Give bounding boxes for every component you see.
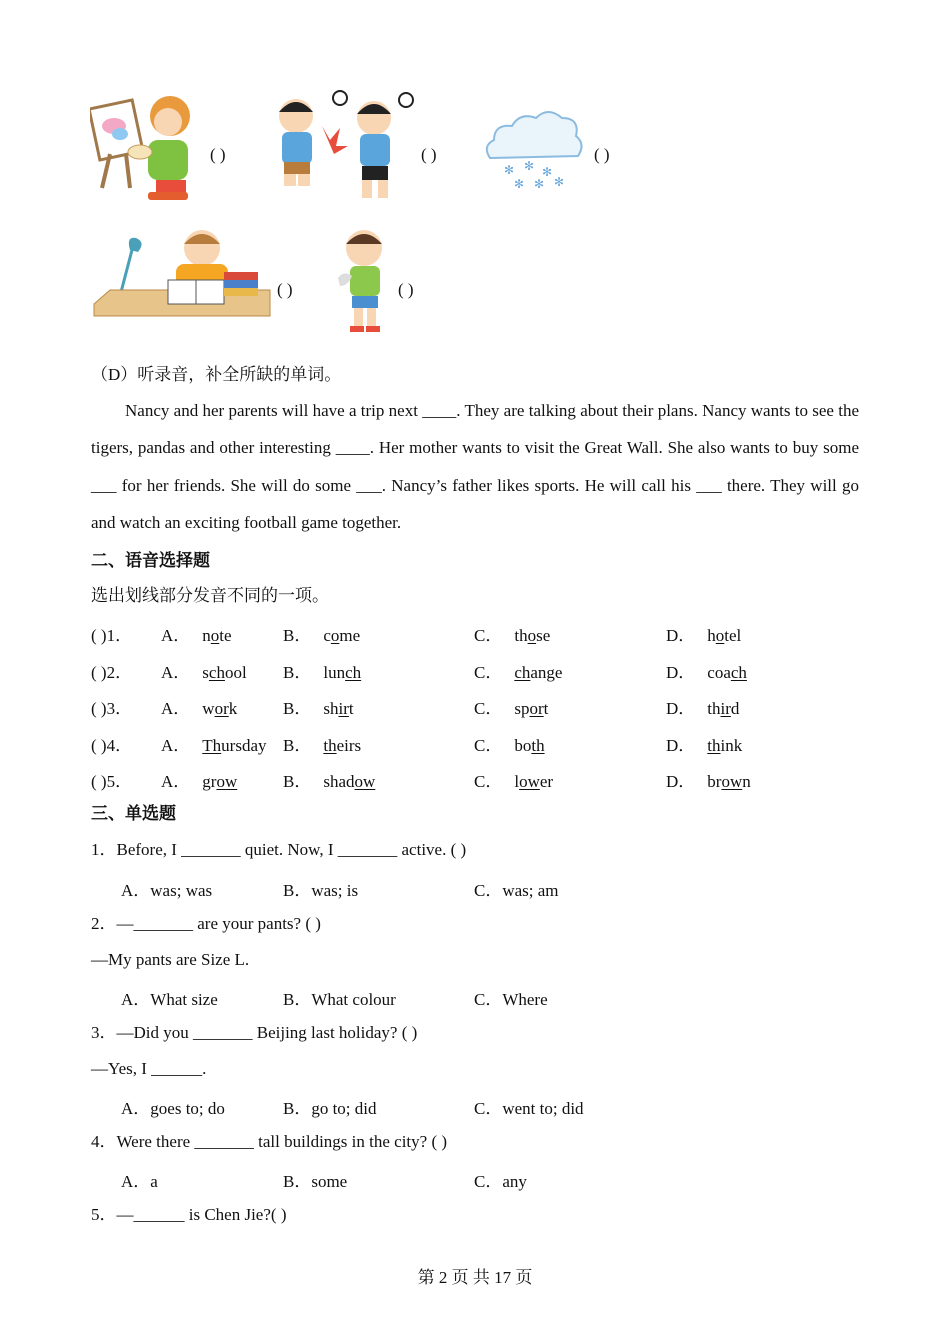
word-part: n: [742, 772, 751, 792]
svg-text:✻: ✻: [514, 177, 525, 191]
svg-text:✻: ✻: [504, 163, 515, 177]
answer-paren-2[interactable]: ( ): [421, 145, 437, 164]
word-part: t: [348, 699, 354, 719]
answer-paren-4[interactable]: ( ): [277, 280, 293, 299]
phonics-q1-option-d[interactable]: [666, 621, 741, 646]
option-letter: D．: [666, 626, 696, 645]
answer-paren-5[interactable]: ( ): [398, 280, 414, 299]
word-part: bo: [514, 735, 532, 755]
q3-option-a[interactable]: A．goes to; do: [121, 1099, 225, 1118]
word-part: coa: [707, 662, 731, 682]
word-part: sh: [323, 699, 339, 719]
phonics-q4-option-c[interactable]: [474, 731, 545, 756]
word-part: t: [543, 699, 549, 719]
phonics-q1-option-c[interactable]: [474, 621, 550, 646]
q2-option-a[interactable]: A．What size: [121, 990, 218, 1009]
phonics-q3-option-c[interactable]: [474, 694, 548, 719]
word-part: gr: [202, 772, 217, 792]
option-letter: D．: [666, 735, 696, 755]
q4-option-b[interactable]: B．some: [283, 1172, 348, 1191]
paragraph-text: Nancy and her parents will have a trip next ____. They are talking about their plans. Nancy wants to see the tigers, pandas and other interesting ____. Her mother wants to visit the Great Wall. She also wants to buy some ___ for her friends. She will do some ___. Nancy’s father likes sports. He will call his ___ there. They will go and watch an exciting football game together.: [91, 401, 859, 532]
phonics-q4-option-a[interactable]: [161, 731, 267, 756]
phonics-q5-number[interactable]: ( )5．: [91, 772, 133, 792]
underlined-part: ch: [730, 662, 747, 682]
option-letter: C．: [474, 699, 503, 719]
section-3-title: 三、单选题: [91, 804, 176, 823]
word-part: ink: [720, 735, 743, 755]
option-letter: A．: [161, 772, 191, 792]
word-part: ursday: [221, 735, 267, 755]
svg-text:✻: ✻: [542, 165, 553, 179]
word-part: n: [202, 626, 211, 645]
painting-child-icon: [90, 88, 205, 203]
q3-stem: 3．—Did you _______ Beijing last holiday? ( ): [91, 1023, 418, 1042]
option-letter: B．: [283, 626, 312, 645]
phonics-q4-option-d[interactable]: [666, 731, 742, 756]
option-letter: C．: [474, 626, 503, 645]
phonics-q5-option-d[interactable]: [666, 767, 751, 792]
option-letter: A．: [161, 662, 191, 682]
option-letter: B．: [283, 772, 312, 792]
word-part: h: [707, 626, 716, 645]
underlined-part: ow: [354, 772, 376, 792]
phonics-q2-option-c[interactable]: [474, 658, 562, 683]
phonics-q5-option-b[interactable]: [283, 767, 375, 792]
word-part: w: [202, 699, 215, 719]
word-part: d: [730, 699, 740, 719]
word-part: th: [514, 626, 528, 645]
phonics-q1-number[interactable]: ( )1．: [91, 626, 133, 645]
word-part: c: [323, 626, 331, 645]
option-letter: A．: [161, 699, 191, 719]
q3-option-c[interactable]: C．went to; did: [474, 1099, 584, 1118]
underlined-part: th: [531, 735, 545, 755]
word-part: l: [514, 772, 520, 792]
q3-option-b[interactable]: B．go to; did: [283, 1099, 377, 1118]
q2-reply: —My pants are Size L.: [91, 950, 250, 969]
svg-text:✻: ✻: [524, 159, 535, 173]
word-part: shad: [323, 772, 355, 792]
phonics-q3-option-d[interactable]: [666, 694, 739, 719]
underlined-part: ch: [208, 662, 225, 682]
word-part: th: [707, 699, 721, 719]
phonics-q2-option-a[interactable]: [161, 658, 247, 683]
q2-stem: 2．—_______ are your pants? ( ): [91, 914, 321, 933]
answer-paren-3[interactable]: ( ): [594, 145, 610, 164]
phonics-q3-option-b[interactable]: [283, 694, 354, 719]
underlined-part: ch: [514, 662, 531, 682]
option-letter: C．: [474, 735, 503, 755]
studying-boy-icon: [90, 224, 272, 328]
word-part: eirs: [336, 735, 362, 755]
q4-option-a[interactable]: A．a: [121, 1172, 158, 1191]
underlined-part: o: [527, 626, 537, 645]
phonics-q2-number[interactable]: ( )2．: [91, 662, 133, 682]
option-letter: D．: [666, 662, 696, 682]
q3-reply: —Yes, I ______.: [91, 1059, 207, 1078]
word-part: te: [219, 626, 232, 645]
underlined-part: ir: [338, 699, 349, 719]
q1-option-a[interactable]: A．was; was: [121, 881, 213, 900]
word-part: s: [202, 662, 209, 682]
svg-text:✻: ✻: [534, 177, 545, 191]
option-letter: A．: [161, 626, 191, 645]
q2-option-c[interactable]: C．Where: [474, 990, 548, 1009]
underlined-part: ow: [519, 772, 540, 792]
phonics-q1-option-b[interactable]: [283, 621, 360, 646]
option-letter: A．: [161, 735, 191, 755]
underlined-part: Th: [202, 735, 222, 755]
section-2-instruction: 选出划线部分发音不同的一项。: [91, 586, 329, 605]
phonics-q2-option-b[interactable]: [283, 658, 361, 683]
option-letter: B．: [283, 662, 312, 682]
q1-stem: 1．Before, I _______ quiet. Now, I _______ active. ( ): [91, 840, 467, 859]
phonics-q3-number[interactable]: ( )3．: [91, 699, 133, 719]
word-part: me: [339, 626, 361, 645]
phonics-q3-option-a[interactable]: [161, 694, 237, 719]
q1-option-c[interactable]: C．was; am: [474, 881, 559, 900]
phonics-q1-option-a[interactable]: [161, 621, 232, 646]
word-part: ool: [224, 662, 247, 682]
option-letter: C．: [474, 662, 503, 682]
page-footer: 第 2 页 共 17 页: [417, 1268, 533, 1287]
q1-option-b[interactable]: B．was; is: [283, 881, 359, 900]
option-letter: B．: [283, 699, 312, 719]
underlined-part: o: [715, 626, 725, 645]
phonics-q4-number[interactable]: ( )4．: [91, 735, 133, 755]
svg-text:✻: ✻: [554, 175, 565, 189]
word-part: k: [228, 699, 238, 719]
underlined-part: or: [529, 699, 544, 719]
q4-stem: 4．Were there _______ tall buildings in the city? ( ): [91, 1132, 448, 1151]
word-part: er: [539, 772, 554, 792]
q2-option-b[interactable]: B．What colour: [283, 990, 396, 1009]
underlined-part: th: [707, 735, 721, 755]
word-part: se: [536, 626, 551, 645]
answer-paren-1[interactable]: ( ): [210, 145, 226, 164]
underlined-part: o: [210, 626, 220, 645]
underlined-part: ow: [216, 772, 238, 792]
underlined-part: ir: [720, 699, 731, 719]
word-part: tel: [724, 626, 742, 645]
word-part: lun: [323, 662, 346, 682]
underlined-part: ch: [345, 662, 362, 682]
underlined-part: th: [323, 735, 337, 755]
word-part: br: [707, 772, 722, 792]
section-d-title: （D）听录音，补全所缺的单词。: [91, 365, 342, 384]
option-letter: D．: [666, 772, 696, 792]
fighting-boys-icon: [264, 88, 414, 206]
underlined-part: o: [330, 626, 340, 645]
q4-option-c[interactable]: C．any: [474, 1172, 527, 1191]
section-2-title: 二、语音选择题: [91, 551, 210, 570]
word-part: ange: [530, 662, 563, 682]
section-d-paragraph: [91, 392, 859, 541]
q5-stem: 5．—______ is Chen Jie?( ): [91, 1205, 287, 1224]
phonics-q5-option-c[interactable]: [474, 767, 553, 792]
underlined-part: or: [214, 699, 229, 719]
option-letter: C．: [474, 772, 503, 792]
underlined-part: ow: [721, 772, 743, 792]
snowy-cloud-icon: [480, 100, 588, 192]
option-letter: B．: [283, 735, 312, 755]
option-letter: D．: [666, 699, 696, 719]
phonics-q5-option-a[interactable]: [161, 767, 237, 792]
phonics-q4-option-b[interactable]: [283, 731, 361, 756]
phonics-q2-option-d[interactable]: [666, 658, 747, 683]
word-part: sp: [514, 699, 530, 719]
coughing-boy-icon: [330, 224, 396, 336]
